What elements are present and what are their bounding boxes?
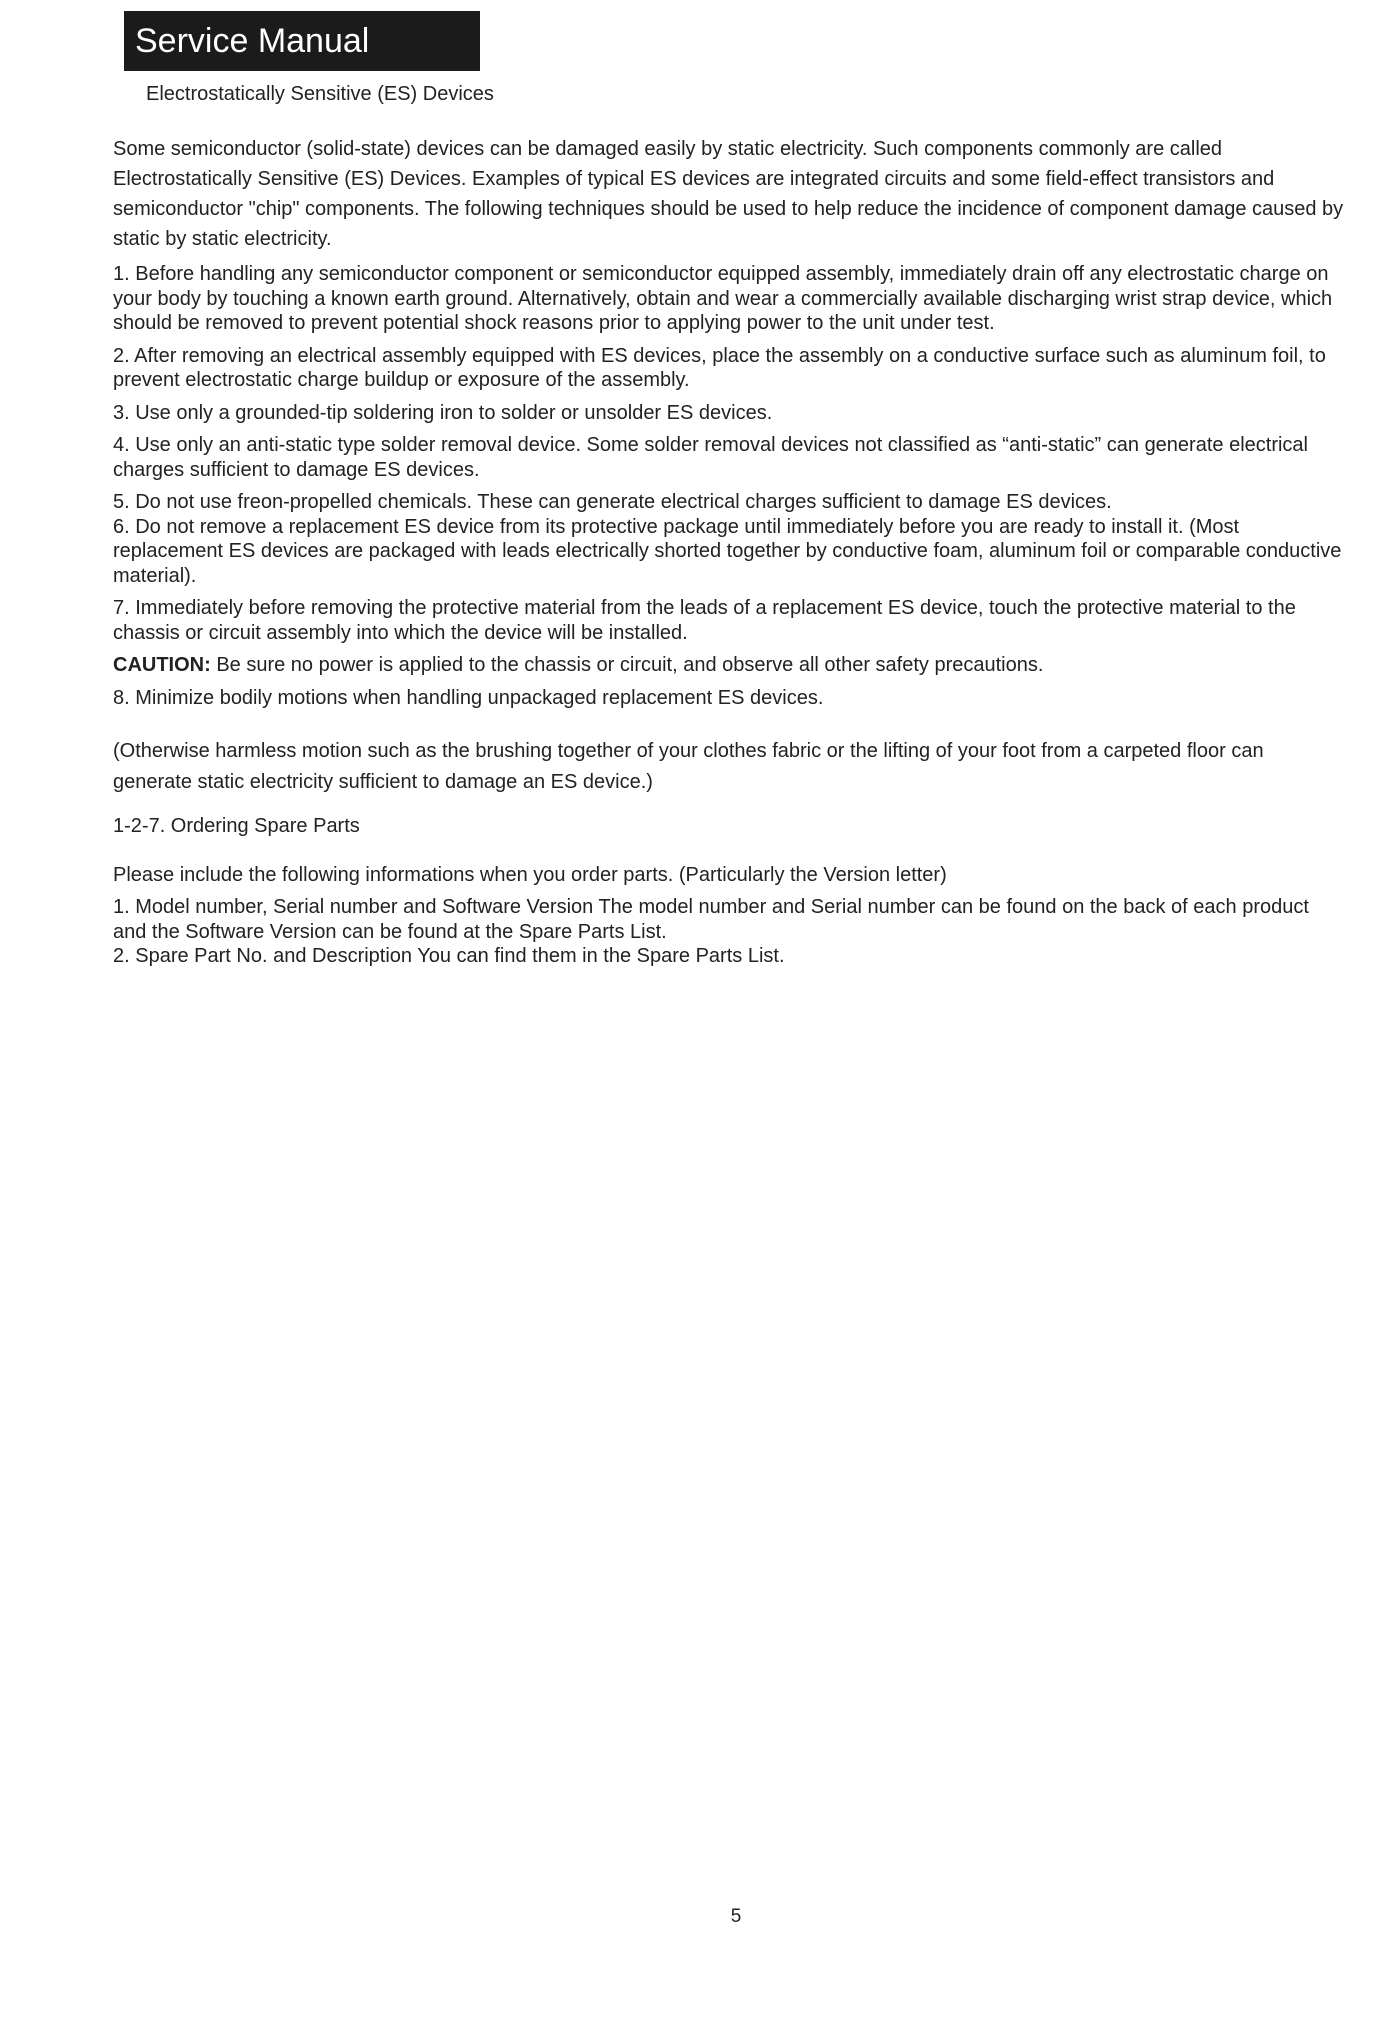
section-title: Electrostatically Sensitive (ES) Devices: [146, 83, 494, 105]
intro-paragraph: Some semiconductor (solid-state) devices can be damaged easily by static electricity. Such components commonly are called Electrostatically Sensitive (ES) Devices. Examples of typical ES devices are integrated circuits and some field-effect transistors and semiconductor "chip" components. The following techniques should be used to help reduce the incidence of component damage caused by static by static electricity.: [113, 138, 1344, 250]
service-manual-banner: Service Manual: [124, 11, 480, 71]
es-item-2: 2. After removing an electrical assembly equipped with ES devices, place the assembly on a conductive surface such as aluminum foil, to prevent electrostatic charge buildup or exposure of the assembly.: [113, 344, 1326, 391]
es-item-8: 8. Minimize bodily motions when handling unpackaged replacement ES devices.: [113, 686, 824, 709]
note-paragraph: (Otherwise harmless motion such as the brushing together of your clothes fabric or the lifting of your foot from a carpeted floor can generate static electricity sufficient to damage an ES device.): [113, 740, 1264, 793]
ordering-intro: Please include the following informations when you order parts. (Particularly the Version letter): [113, 863, 947, 886]
document-body: [113, 134, 1345, 977]
caution-text: Be sure no power is applied to the chassis or circuit, and observe all other safety precautions.: [210, 654, 1044, 676]
es-item-7: 7. Immediately before removing the protective material from the leads of a replacement ES device, touch the protective material to the chassis or circuit assembly into which the device will be installed.: [113, 597, 1296, 644]
caution-label: CAUTION:: [113, 654, 211, 676]
es-item-5: 5. Do not use freon-propelled chemicals. These can generate electrical charges sufficient to damage ES devices.: [113, 491, 1112, 513]
es-item-3: 3. Use only a grounded-tip soldering iron to solder or unsolder ES devices.: [113, 401, 773, 424]
es-item-1: 1. Before handling any semiconductor component or semiconductor equipped assembly, immediately drain off any electrostatic charge on your body by touching a known earth ground. Alternatively, obtain and wear a commercially available discharging wrist strap device, which should be removed to prevent potential shock reasons prior to applying power to the unit under test.: [113, 263, 1333, 334]
caution-paragraph: [113, 653, 1345, 678]
ordering-item-2: 2. Spare Part No. and Description You can find them in the Spare Parts List.: [113, 945, 785, 967]
page-number: 5: [730, 1906, 742, 1927]
es-item-6: 6. Do not remove a replacement ES device from its protective package until immediately before you are ready to install it. (Most replacement ES devices are packaged with leads electrically shorted together by conductive foam, aluminum foil or comparable conductive material).: [113, 515, 1342, 587]
ordering-heading: 1-2-7. Ordering Spare Parts: [113, 815, 360, 837]
ordering-item-1: 1. Model number, Serial number and Software Version The model number and Serial number can be found on the back of each product and the Software Version can be found at the Spare Parts List.: [113, 896, 1309, 943]
es-item-4: 4. Use only an anti-static type solder removal device. Some solder removal devices not classified as “anti-static” can generate electrical charges sufficient to damage ES devices.: [113, 434, 1308, 481]
